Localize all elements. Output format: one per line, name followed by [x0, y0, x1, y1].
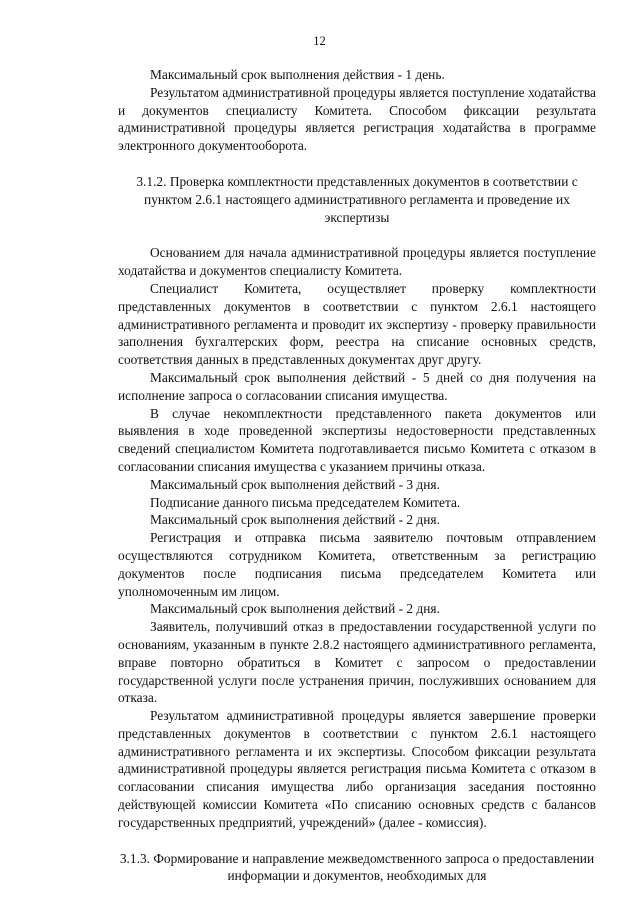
paragraph: Максимальный срок выполнения действий - 5 дней со дня получения на исполнение запроса о согласовании списания имущества. [118, 369, 596, 403]
paragraph: Максимальный срок выполнения действий - 3 дня. [150, 476, 440, 492]
paragraph: В случае некомплектности представленного пакета документов или выявления в ходе проведенной экспертизы недостоверности представленных сведений специалистом Комитета подготавливается письмо Комитета с отказом в согласовании списания имущества с указанием причины отказа. [118, 405, 596, 474]
paragraph: Заявитель, получивший отказ в предоставлении государственной услуги по основаниям, указанным в пункте 2.8.2 настоящего административного регламента, вправе повторно обратиться в Комитет с запросом о предоставлении государственной услуги после устранения причин, послуживших основанием для отказа. [118, 619, 596, 706]
document-body [118, 66, 596, 885]
paragraph: Максимальный срок выполнения действия - 1 день. [150, 67, 445, 82]
paragraph: Основанием для начала административной процедуры является поступление ходатайства и документов специалисту Комитета. [118, 245, 596, 279]
section-heading-3-1-2: 3.1.2. Проверка комплектности представленных документов в соответствии с пунктом 2.6.1 настоящего административного регламента и проведение их экспертизы [136, 173, 578, 225]
paragraph: Максимальный срок выполнения действий - 2 дня. [150, 512, 440, 528]
paragraph: Регистрация и отправка письма заявителю почтовым отправлением осуществляются сотрудником Комитета, ответственным за регистрацию документов после подписания письма председателем Комитета или уполномоченным им лицом. [118, 530, 596, 599]
paragraph: Максимальный срок выполнения действий - 2 дня. [150, 601, 440, 617]
paragraph: Подписание данного письма председателем Комитета. [150, 494, 461, 510]
section-heading-3-1-3: 3.1.3. Формирование и направление межведомственного запроса о предоставлении информации и документов, необходимых для [119, 850, 595, 884]
paragraph: Результатом административной процедуры является поступление ходатайства и документов специалисту Комитета. Способом фиксации результата административной процедуры является регистрация ходатайства в программе электронного документооборота. [118, 84, 596, 154]
page-number: 12 [313, 34, 326, 48]
paragraph: Специалист Комитета, осуществляет проверку комплектности представленных документов в соответствии с пунктом 2.6.1 настоящего административного регламента и проводит их экспертизу - проверку правильности заполнения бухгалтерских форм, реестра на списание основных средств, соответствия данных в представленных документах друг другу. [118, 280, 596, 368]
paragraph: Результатом административной процедуры является завершение проверки представленных документов в соответствии с пунктом 2.6.1 настоящего административного регламента и их экспертизы. Способом фиксации результата административной процедуры является регистрация письма Комитета с отказом в согласовании списания имущества либо организация заседания постоянно действующей комиссии Комитета «По списанию основных средств с балансов государственных предприятий, учреждений» (далее - комиссия). [118, 708, 596, 830]
